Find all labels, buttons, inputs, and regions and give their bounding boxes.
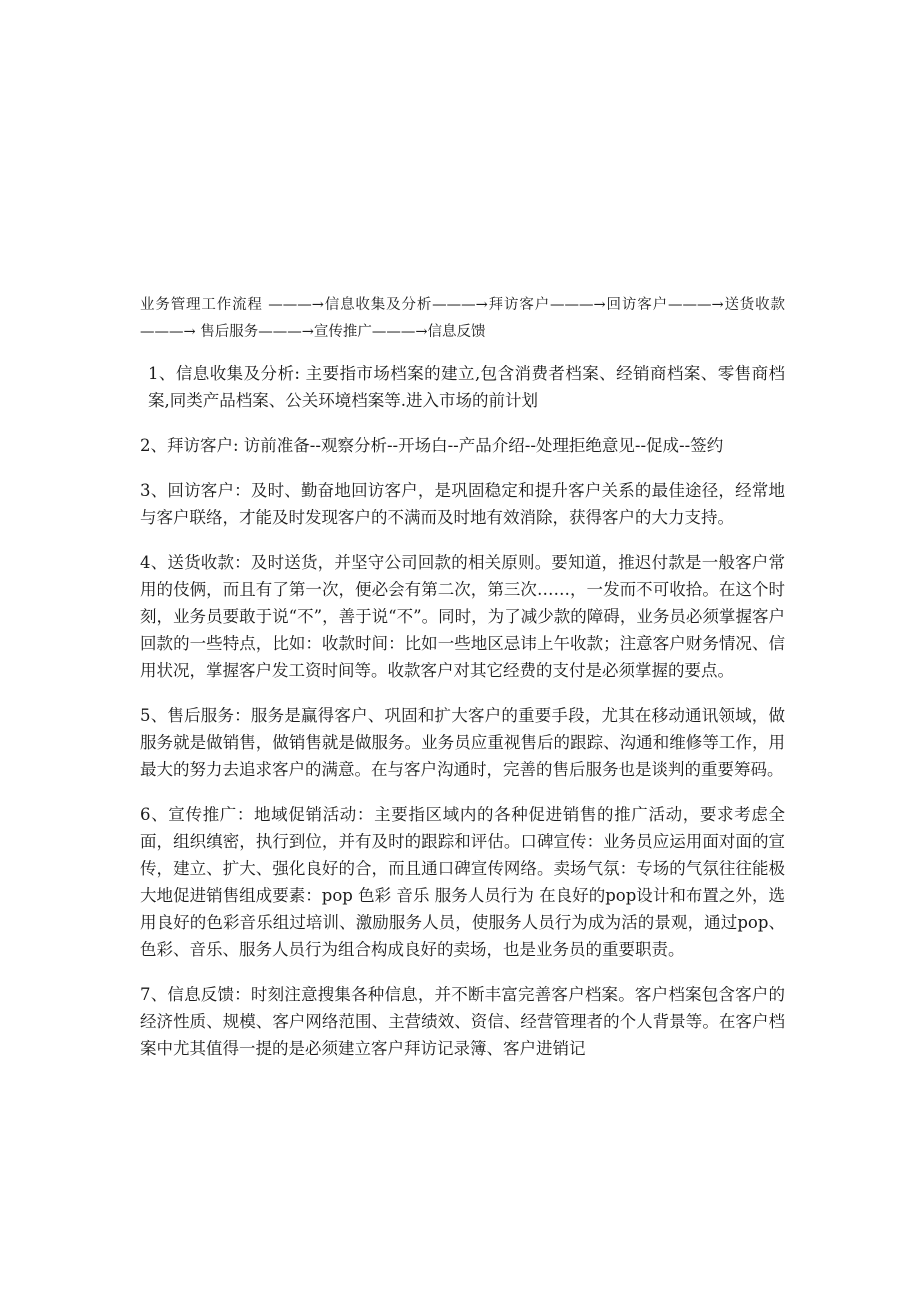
paragraph-feedback: 7、信息反馈：时刻注意搜集各种信息，并不断丰富完善客户档案。客户档案包含客户的经济性质、规模、客户网络范围、主营绩效、资信、经营管理者的个人背景等。在客户档案中尤其值得一提的是必须建立客户拜访记录簿、客户进销记 xyxy=(140,985,785,1058)
paragraph-info-collection: 1、信息收集及分析: 主要指市场档案的建立,包含消费者档案、经销商档案、零售商档案,同类产品档案、公关环境档案等.进入市场的前计划 xyxy=(148,364,785,410)
paragraph-delivery-collection: 4、送货收款：及时送货，并坚守公司回款的相关原则。要知道，推迟付款是一般客户常用的伎俩，而且有了第一次，便必会有第二次，第三次……，一发而不可收拾。在这个时刻，业务员要敢于说“不”，善于说“不”。同时，为了减少款的障碍，业务员必须掌握客户回款的一些特点，比如：收款时间：比如一些地区忌讳上午收款；注意客户财务情况、信用状况，掌握客户发工资时间等。收款客户对其它经费的支付是必须掌握的要点。 xyxy=(140,553,785,680)
document-body xyxy=(140,292,785,1080)
paragraph-promotion: 6、宣传推广：地域促销活动：主要指区域内的各种促进销售的推广活动，要求考虑全面，组织缜密，执行到位，并有及时的跟踪和评估。口碑宣传：业务员应运用面对面的宣传，建立、扩大、强化良好的合，而且通口碑宣传网络。卖场气氛：专场的气氛往往能极大地促进销售组成要素：pop 色彩 音乐 服务人员行为 在良好的pop设计和布置之外，选用良好的色彩音乐组过培训、激励服务人员，使服务人员行为成为活的景观，通过pop、色彩、音乐、服务人员行为组合构成良好的卖场，也是业务员的重要职责。 xyxy=(140,805,785,959)
paragraph-visit-customer: 2、拜访客户: 访前准备--观察分析--开场白--产品介绍--处理拒绝意见--促成--签约 xyxy=(140,436,724,455)
paragraph-revisit-customer: 3、回访客户：及时、勤奋地回访客户，是巩固稳定和提升客户关系的最佳途径，经常地与客户联络，才能及时发现客户的不满而及时地有效消除，获得客户的大力支持。 xyxy=(140,481,785,527)
workflow-line: 业务管理工作流程 ———→信息收集及分析———→拜访客户———→回访客户———→送货收款———→ 售后服务———→宣传推广———→信息反馈 xyxy=(140,297,785,340)
paragraph-after-sales: 5、售后服务：服务是赢得客户、巩固和扩大客户的重要手段，尤其在移动通讯领域，做服务就是做销售，做销售就是做服务。业务员应重视售后的跟踪、沟通和维修等工作，用最大的努力去追求客户的满意。在与客户沟通时，完善的售后服务也是谈判的重要筹码。 xyxy=(140,706,785,779)
